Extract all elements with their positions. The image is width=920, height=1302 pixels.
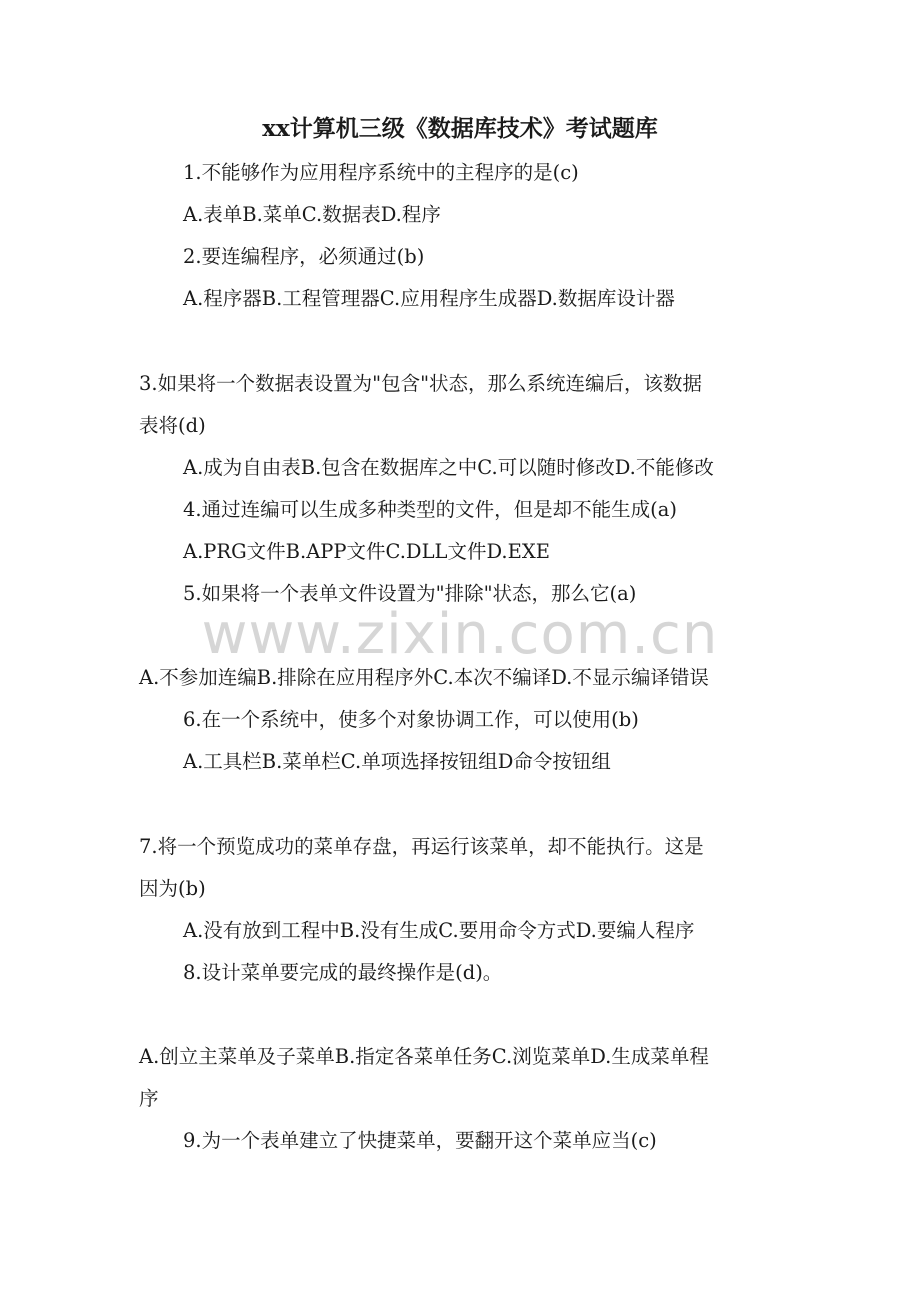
question-3-cont: 表将(d) bbox=[139, 414, 206, 437]
question-6-options: A.工具栏B.菜单栏C.单项选择按钮组D命令按钮组 bbox=[183, 750, 611, 773]
question-8: 8.设计菜单要完成的最终操作是(d)。 bbox=[183, 961, 503, 984]
question-7: 7.将一个预览成功的菜单存盘，再运行该菜单，却不能执行。这是 bbox=[139, 835, 704, 858]
question-4: 4.通过连编可以生成多种类型的文件，但是却不能生成(a) bbox=[183, 498, 677, 521]
watermark: www.zixin.com.cn bbox=[201, 602, 719, 667]
question-8-options: A.创立主菜单及子菜单B.指定各菜单任务C.浏览菜单D.生成菜单程 bbox=[139, 1045, 709, 1068]
question-2: 2.要连编程序，必须通过(b) bbox=[183, 245, 425, 268]
question-7-cont: 因为(b) bbox=[139, 877, 206, 900]
question-1: 1.不能够作为应用程序系统中的主程序的是(c) bbox=[183, 161, 579, 184]
question-3-options: A.成为自由表B.包含在数据库之中C.可以随时修改D.不能修改 bbox=[183, 456, 714, 479]
question-1-options: A.表单B.菜单C.数据表D.程序 bbox=[183, 203, 441, 226]
question-2-options: A.程序器B.工程管理器C.应用程序生成器D.数据库设计器 bbox=[183, 287, 675, 310]
question-8-options-cont: 序 bbox=[139, 1087, 159, 1110]
document-title: xx计算机三级《数据库技术》考试题库 bbox=[262, 115, 658, 142]
question-3: 3.如果将一个数据表设置为"包含"状态，那么系统连编后，该数据 bbox=[139, 372, 703, 395]
question-9: 9.为一个表单建立了快捷菜单，要翻开这个菜单应当(c) bbox=[183, 1129, 657, 1152]
question-4-options: A.PRG文件B.APP文件C.DLL文件D.EXE bbox=[183, 540, 550, 563]
question-7-options: A.没有放到工程中B.没有生成C.要用命令方式D.要编人程序 bbox=[183, 919, 695, 942]
question-5: 5.如果将一个表单文件设置为"排除"状态，那么它(a) bbox=[183, 582, 637, 605]
question-6: 6.在一个系统中，使多个对象协调工作，可以使用(b) bbox=[183, 708, 639, 731]
question-5-options: A.不参加连编B.排除在应用程序外C.本次不编译D.不显示编译错误 bbox=[139, 666, 709, 689]
